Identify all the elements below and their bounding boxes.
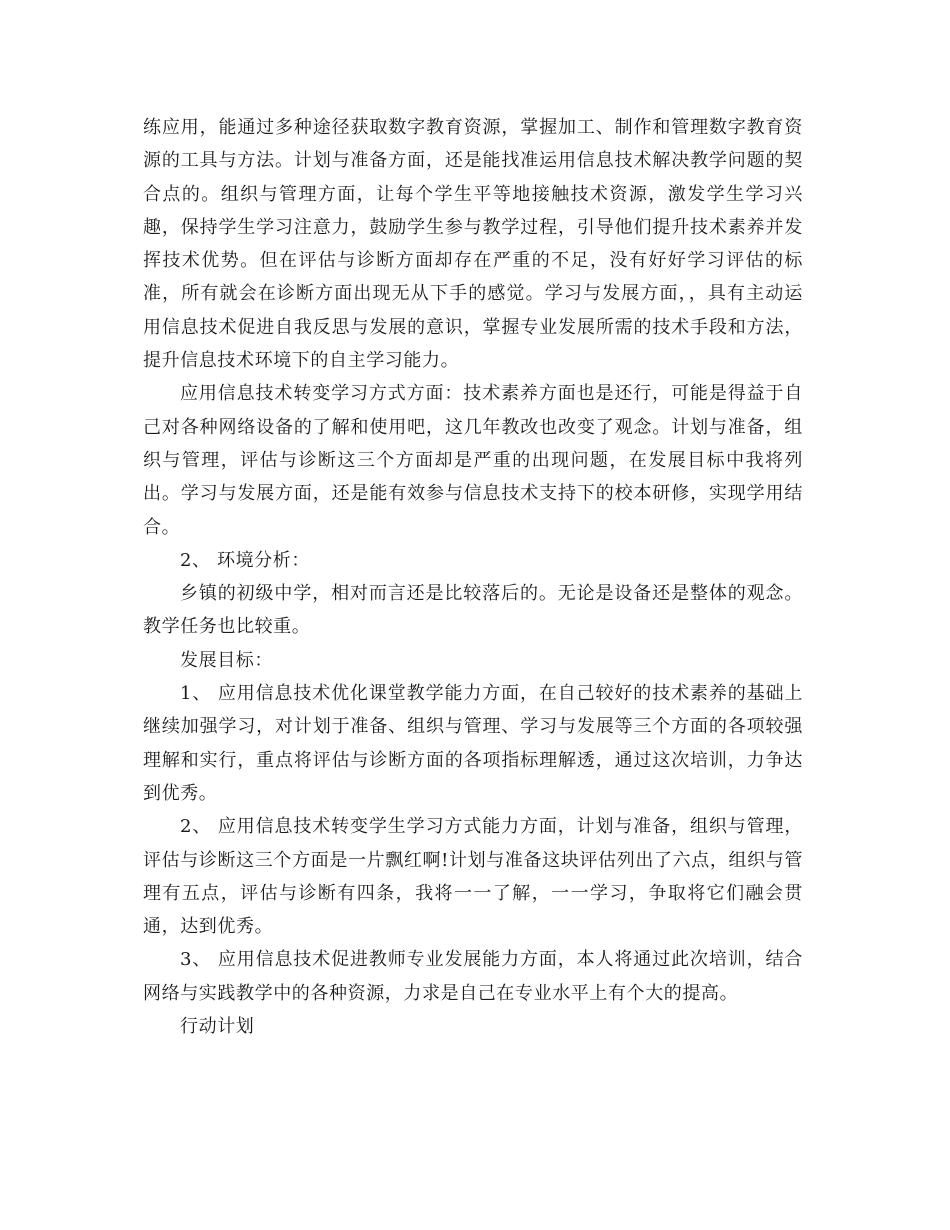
- paragraph-8: 3、 应用信息技术促进教师专业发展能力方面，本人将通过此次培训，结合网络与实践教学中的各种资源，力求是自己在专业水平上有个大的提高。: [143, 949, 803, 1004]
- paragraph-7: 2、 应用信息技术转变学生学习方式能力方面，计划与准备，组织与管理，评估与诊断这三个方面是一片飘红啊!计划与准备这块评估列出了六点，组织与管理有五点，评估与诊断有四条，我将一一了解，一一学习，争取将它们融会贯通，达到优秀。: [143, 816, 803, 938]
- paragraph-2: 应用信息技术转变学习方式方面：技术素养方面也是还行，可能是得益于自己对各种网络设备的了解和使用吧，这几年教改也改变了观念。计划与准备，组织与管理，评估与诊断这三个方面却是严重的出现问题，在发展目标中我将列出。学习与发展方面，还是能有效参与信息技术支持下的校本研修，实现学用结合。: [143, 383, 803, 538]
- paragraph-6: 1、 应用信息技术优化课堂教学能力方面，在自己较好的技术素养的基础上继续加强学习，对计划于准备、组织与管理、学习与发展等三个方面的各项较强理解和实行，重点将评估与诊断方面的各项指标理解透，通过这次培训，力争达到优秀。: [143, 683, 803, 804]
- paragraph-3: 2、 环境分析：: [180, 549, 310, 571]
- paragraph-4: 乡镇的初级中学，相对而言还是比较落后的。无论是设备还是整体的观念。教学任务也比较重。: [143, 583, 803, 638]
- paragraph-5: 发展目标：: [180, 649, 273, 671]
- paragraph-1: 练应用，能通过多种途径获取数字教育资源，掌握加工、制作和管理数字教育资源的工具与方法。计划与准备方面，还是能找准运用信息技术解决教学问题的契合点的。组织与管理方面，让每个学生平等地接触技术资源，激发学生学习兴趣，保持学生学习注意力，鼓励学生参与教学过程，引导他们提升技术素养并发挥技术优势。但在评估与诊断方面却存在严重的不足，没有好好学习评估的标准，所有就会在诊断方面出现无从下手的感觉。学习与发展方面，，具有主动运用信息技术促进自我反思与发展的意识，掌握专业发展所需的技术手段和方法，提升信息技术环境下的自主学习能力。: [143, 117, 803, 372]
- document-body: [143, 111, 803, 1043]
- paragraph-9: 行动计划: [180, 1016, 255, 1038]
